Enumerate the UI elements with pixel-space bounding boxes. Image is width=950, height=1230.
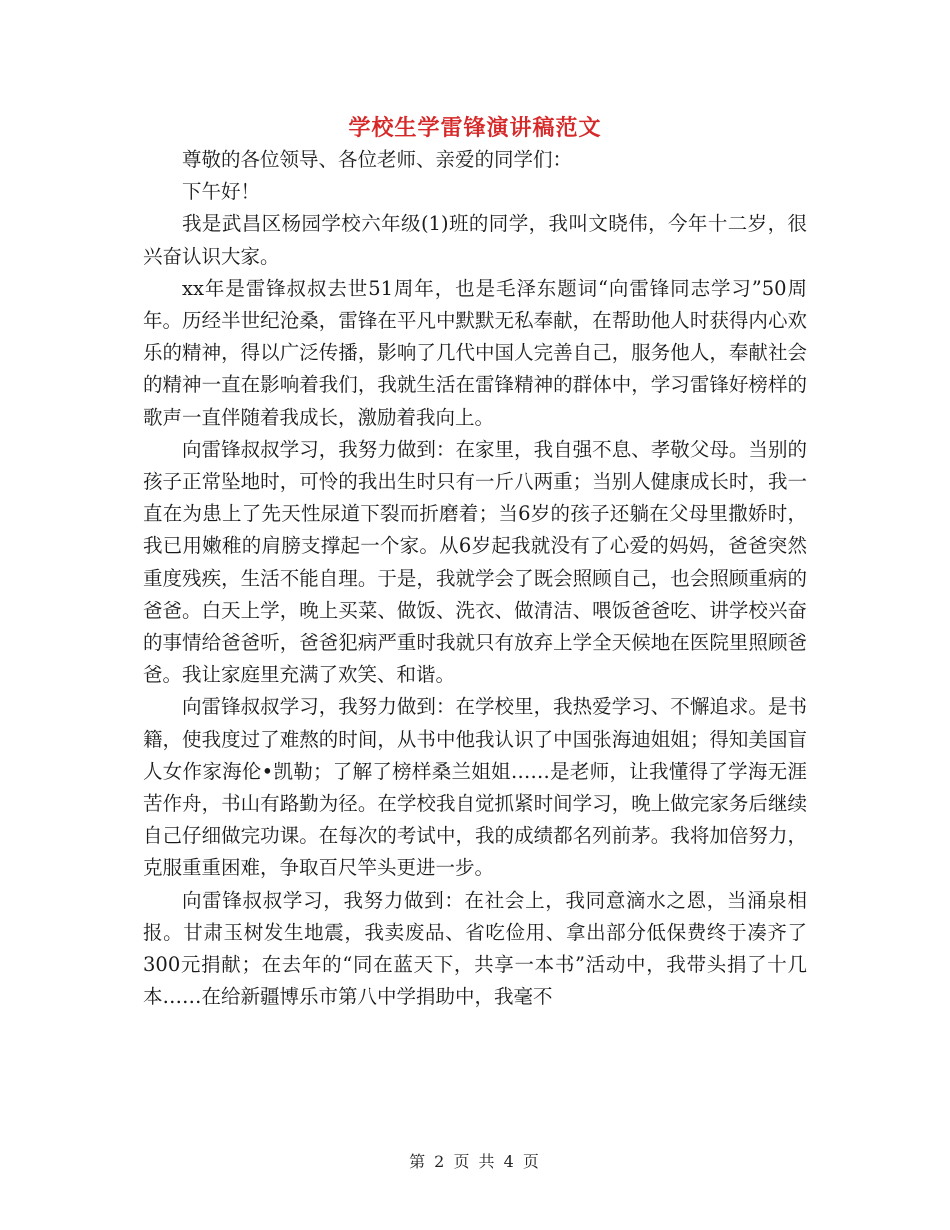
paragraph-in-society: 向雷锋叔叔学习，我努力做到：在社会上，我同意滴水之恩，当涌泉相报。甘肃玉树发生地震，我卖废品、省吃俭用、拿出部分低保费终于凑齐了300元捐献；在去年的“同在蓝天下，共享一本书”活动中，我带头捐了十几本……在给新疆博乐市第八中学捐助中，我毫不 (143, 888, 807, 1009)
paragraph-introduction: 我是武昌区杨园学校六年级(1)班的同学，我叫文晓伟，今年十二岁，很兴奋认识大家。 (143, 212, 807, 268)
paragraph-at-school: 向雷锋叔叔学习，我努力做到：在学校里，我热爱学习、不懈追求。是书籍，使我度过了难熬的时间，从书中他我认识了中国张海迪姐姐；得知美国盲人女作家海伦•凯勒；了解了榜样桑兰姐姐……是老师，让我懂得了学海无涯苦作舟，书山有路勤为径。在学校我自觉抓紧时间学习，晚上做完家务后继续自己仔细做完功课。在每次的考试中，我的成绩都名列前茅。我将加倍努力，克服重重困难，争取百尺竿头更进一步。 (143, 695, 807, 880)
document-title: 学校生学雷锋演讲稿范文 (348, 115, 602, 141)
paragraph-salutation: 尊敬的各位领导、各位老师、亲爱的同学们： (182, 148, 573, 171)
page-number-footer: 第 2 页 共 4 页 (409, 1152, 541, 1171)
paragraph-anniversary: xx年是雷锋叔叔去世51周年，也是毛泽东题词“向雷锋同志学习”50周年。历经半世纪沧桑，雷锋在平凡中默默无私奉献，在帮助他人时获得内心欢乐的精神，得以广泛传播，影响了几代中国人完善自己，服务他人，奉献社会的精神一直在影响着我们，我就生活在雷锋精神的群体中，学习雷锋好榜样的歌声一直伴随着我成长，激励着我向上。 (143, 276, 807, 429)
paragraph-at-home: 向雷锋叔叔学习，我努力做到：在家里，我自强不息、孝敬父母。当别的孩子正常坠地时，可怜的我出生时只有一斤八两重；当别人健康成长时，我一直在为患上了先天性尿道下裂而折磨着；当6岁的孩子还躺在父母里撒娇时，我已用嫩稚的肩膀支撑起一个家。从6岁起我就没有了心爱的妈妈，爸爸突然重度残疾，生活不能自理。于是，我就学会了既会照顾自己，也会照顾重病的爸爸。白天上学，晚上买菜、做饭、洗衣、做清洁、喂饭爸爸吃、讲学校兴奋的事情给爸爸听，爸爸犯病严重时我就只有放弃上学全天候地在医院里照顾爸爸。我让家庭里充满了欢笑、和谐。 (143, 437, 807, 687)
document-body (143, 144, 807, 1013)
paragraph-greeting: 下午好！ (182, 180, 261, 204)
